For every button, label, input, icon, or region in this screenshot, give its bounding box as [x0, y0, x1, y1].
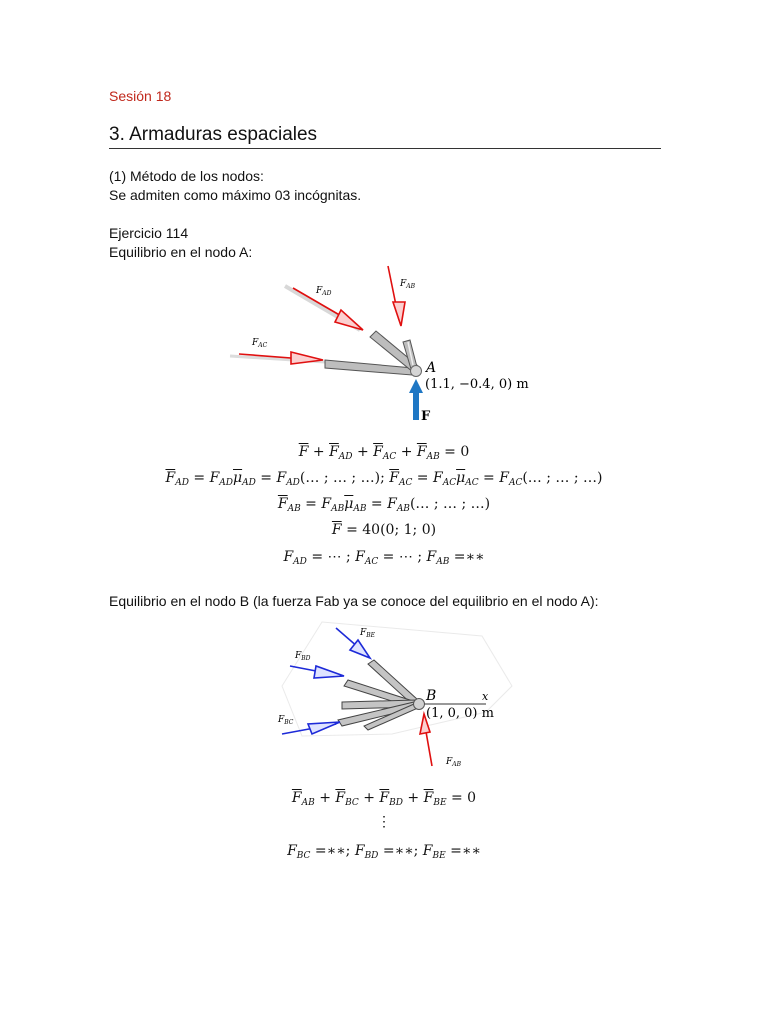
fbe-label: $F_{BE}$ [360, 628, 376, 639]
fad-label: $F_{AD}$ [316, 286, 332, 297]
x-axis-label: x [482, 690, 489, 703]
node-a-joint [411, 366, 422, 377]
fac-label: $F_{AC}$ [252, 338, 268, 349]
equation-b-3: $F_{BC}$ =∗∗; $F_{BD}$ =∗∗; $F_{BE}$ =∗∗ [287, 843, 481, 861]
fab-arrow-head [393, 302, 405, 326]
equation-a-5: $F_{AD}$ = ⋯ ; $F_{AC}$ = ⋯ ; $F_{AB}$ =∗∗ [283, 549, 485, 567]
section-title: 3. Armaduras espaciales [109, 124, 318, 145]
equation-a-3: $\overline{F}_{AB} = F_{AB}\overline{\mu}_{AB}$ = $F_{AB}(\dots$ ; … ; …) [277, 496, 491, 514]
node-a-label: A [426, 360, 437, 376]
node-b-coords: (1, 0, 0) m [426, 706, 494, 721]
unknowns-note: Se admiten como máximo 03 incógnitas. [109, 187, 362, 203]
fbc-label: $F_{BC}$ [278, 715, 294, 726]
fbc-arrow-head [308, 722, 340, 734]
equation-b-1: $\overline{F}_{AB} + \overline{F}_{BC} + \overline{F}_{BD} + \overline{F}_{BE} = 0$ [291, 790, 477, 808]
member-ac [325, 360, 413, 375]
fab-label: $F_{AB}$ [400, 279, 415, 290]
fbd-label: $F_{BD}$ [295, 651, 311, 662]
applied-force-shaft [413, 392, 419, 420]
session-label: Sesión 18 [109, 88, 172, 104]
exercise-label: Ejercicio 114 [109, 225, 189, 241]
fab-label: $F_{AB}$ [446, 757, 461, 768]
equation-b-2: ⋮ [377, 814, 391, 830]
node-b-caption: Equilibrio en el nodo B (la fuerza Fab ya se conoce del equilibrio en el nodo A): [109, 593, 599, 609]
equation-a-2: $\overline{F}_{AD} = F_{AD}\overline{\mu}_{AD}$ = $F_{AD}(\dots$ ; … ; …); $\overline{F}_{AC} = F_{AC}\overline{\mu}_{AC}$ = $F_{AC}(\dots$ ; … ; …) [165, 470, 603, 488]
equation-a-4: $\overline{F} = 40(0$; 1; 0) [331, 522, 437, 538]
fbd-arrow-head [314, 666, 344, 678]
node-b-figure [272, 616, 524, 772]
node-b-joint [414, 699, 425, 710]
node-a-figure [225, 262, 545, 428]
method-line: (1) Método de los nodos: [109, 168, 264, 184]
title-underline [109, 148, 661, 149]
force-f-label: F [421, 409, 431, 424]
applied-force-head [409, 379, 423, 393]
node-a-coords: (1.1, −0.4, 0) m [425, 377, 529, 392]
fad-arrow-head [335, 310, 363, 330]
node-a-caption: Equilibrio en el nodo A: [109, 244, 253, 260]
equation-a-1: $\overline{F} + \overline{F}_{AD} + \overline{F}_{AC} + \overline{F}_{AB} = 0$ [298, 444, 470, 462]
node-b-label: B [426, 688, 437, 704]
